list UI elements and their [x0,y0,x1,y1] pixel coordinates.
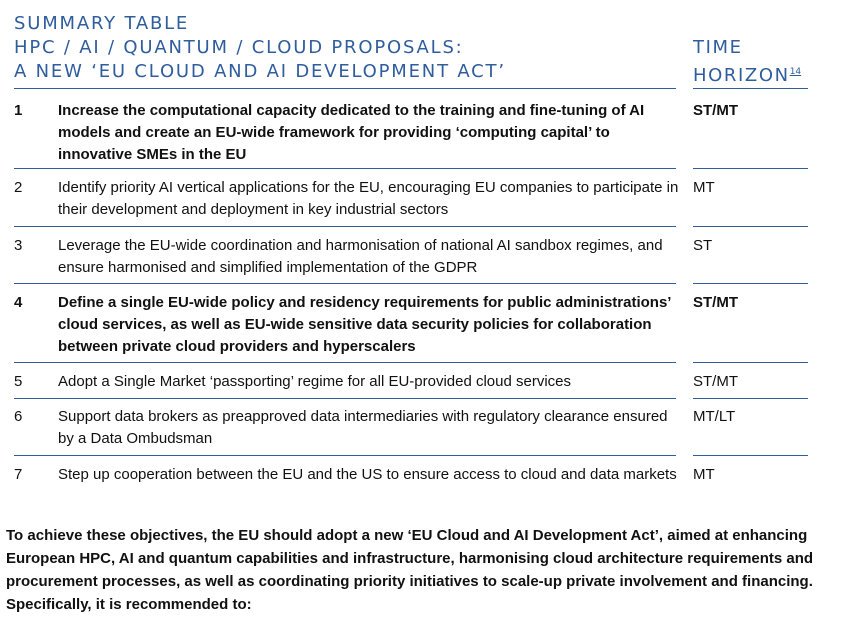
row-number: 2 [14,179,23,196]
row-divider [14,168,676,169]
table-title-line-3: A NEW ‘EU CLOUD AND AI DEVELOPMENT ACT’ [14,61,506,82]
row-number: 3 [14,237,23,254]
row-horizon: ST/MT [693,373,738,390]
row-horizon: MT/LT [693,408,736,425]
summary-paragraph: To achieve these objectives, the EU should adopt a new ‘EU Cloud and AI Development Act’, aimed at enhancing European HPC, AI and quantum capabilities and infrastructure, harmonising cloud architecture requirements and procurement processes, as well as coordinating priority initiatives to scale-up private involvement and financing. Specifically, it is recommended to: [6,527,814,613]
row-divider-horizon [693,168,808,169]
row-proposal: Identify priority AI vertical applications for the EU, encouraging EU companies to participate in their development and deployment in key industrial sectors [58,179,679,218]
row-number: 7 [14,466,23,483]
row-divider [14,226,676,227]
row-number: 6 [14,408,23,425]
row-number: 1 [14,102,23,119]
row-proposal: Adopt a Single Market ‘passporting’ regime for all EU-provided cloud services [58,373,572,390]
header-divider-horizon [693,88,808,89]
row-number: 4 [14,294,23,311]
time-horizon-line-2 [693,60,813,88]
row-proposal: Support data brokers as preapproved data intermediaries with regulatory clearance ensured by a Data Ombudsman [58,408,668,447]
time-horizon-header [693,36,813,88]
table-title-line-1: SUMMARY TABLE [14,13,190,34]
row-divider [14,398,676,399]
row-proposal: Leverage the EU-wide coordination and harmonisation of national AI sandbox regimes, and ensure harmonised and simplified implementation of the GDPR [58,237,663,276]
row-divider-horizon [693,226,808,227]
row-divider [14,362,676,363]
row-horizon: ST [693,237,713,254]
row-horizon: ST/MT [693,102,738,119]
row-divider [14,455,676,456]
table-title [14,12,676,84]
row-number: 5 [14,373,23,390]
row-proposal: Step up cooperation between the EU and the US to ensure access to cloud and data markets [58,466,677,483]
row-horizon: MT [693,466,715,483]
table-title-line-2: HPC / AI / QUANTUM / CLOUD PROPOSALS: [14,37,464,58]
row-proposal: Define a single EU-wide policy and residency requirements for public administrations’ cloud services, as well as EU-wide sensitive data security policies for collaboration between private cloud providers and hyperscalers [58,294,671,355]
header-divider [14,88,676,89]
row-divider-horizon [693,455,808,456]
row-divider-horizon [693,398,808,399]
row-divider-horizon [693,283,808,284]
row-horizon: ST/MT [693,294,738,311]
row-proposal: Increase the computational capacity dedicated to the training and fine-tuning of AI models and create an EU-wide framework for providing ‘computing capital’ to innovative SMEs in the EU [58,102,645,163]
row-divider [14,283,676,284]
row-horizon: MT [693,179,715,196]
row-divider-horizon [693,362,808,363]
time-horizon-line-1: TIME [693,37,743,58]
footnote-reference[interactable]: 14 [789,67,802,77]
time-horizon-label: HORIZON [693,65,790,86]
